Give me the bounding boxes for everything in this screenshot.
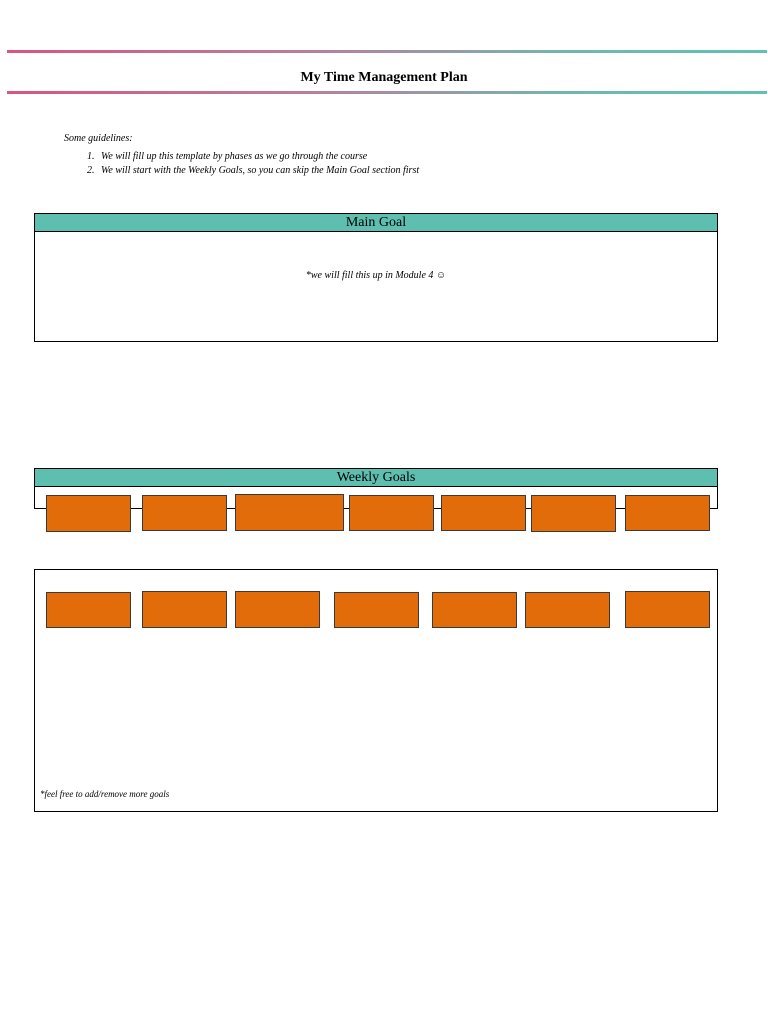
top-gradient-rule [7,50,767,53]
main-goal-note: *we will fill this up in Module 4 ☺ [305,270,447,281]
weekly-goal-block[interactable] [142,591,227,628]
weekly-goal-block[interactable] [349,495,434,531]
page-title: My Time Management Plan [300,70,468,85]
weekly-goal-block[interactable] [142,495,227,531]
weekly-goal-block[interactable] [531,495,616,532]
guidelines [64,133,419,178]
guideline-item: 1. We will fill up this template by phases as we go through the course [97,150,419,164]
guidelines-list [64,150,419,178]
weekly-goals-heading: Weekly Goals [35,469,717,487]
bottom-gradient-rule [7,91,767,94]
weekly-goal-block[interactable] [235,494,344,531]
weekly-goal-block[interactable] [432,592,517,628]
guideline-item: 2. We will start with the Weekly Goals, so you can skip the Main Goal section first [97,164,419,178]
weekly-goals-note: *feel free to add/remove more goals [40,789,170,799]
weekly-goal-block[interactable] [441,495,526,531]
guidelines-intro: Some guidelines: [64,133,133,144]
weekly-goal-block[interactable] [46,495,131,532]
weekly-goal-block[interactable] [625,591,710,628]
main-goal-heading: Main Goal [35,214,717,232]
weekly-goal-block[interactable] [625,495,710,531]
weekly-goal-block[interactable] [525,592,610,628]
weekly-goal-block[interactable] [235,591,320,628]
weekly-goal-block[interactable] [46,592,131,628]
weekly-goal-block[interactable] [334,592,419,628]
main-goal-section [34,213,718,342]
